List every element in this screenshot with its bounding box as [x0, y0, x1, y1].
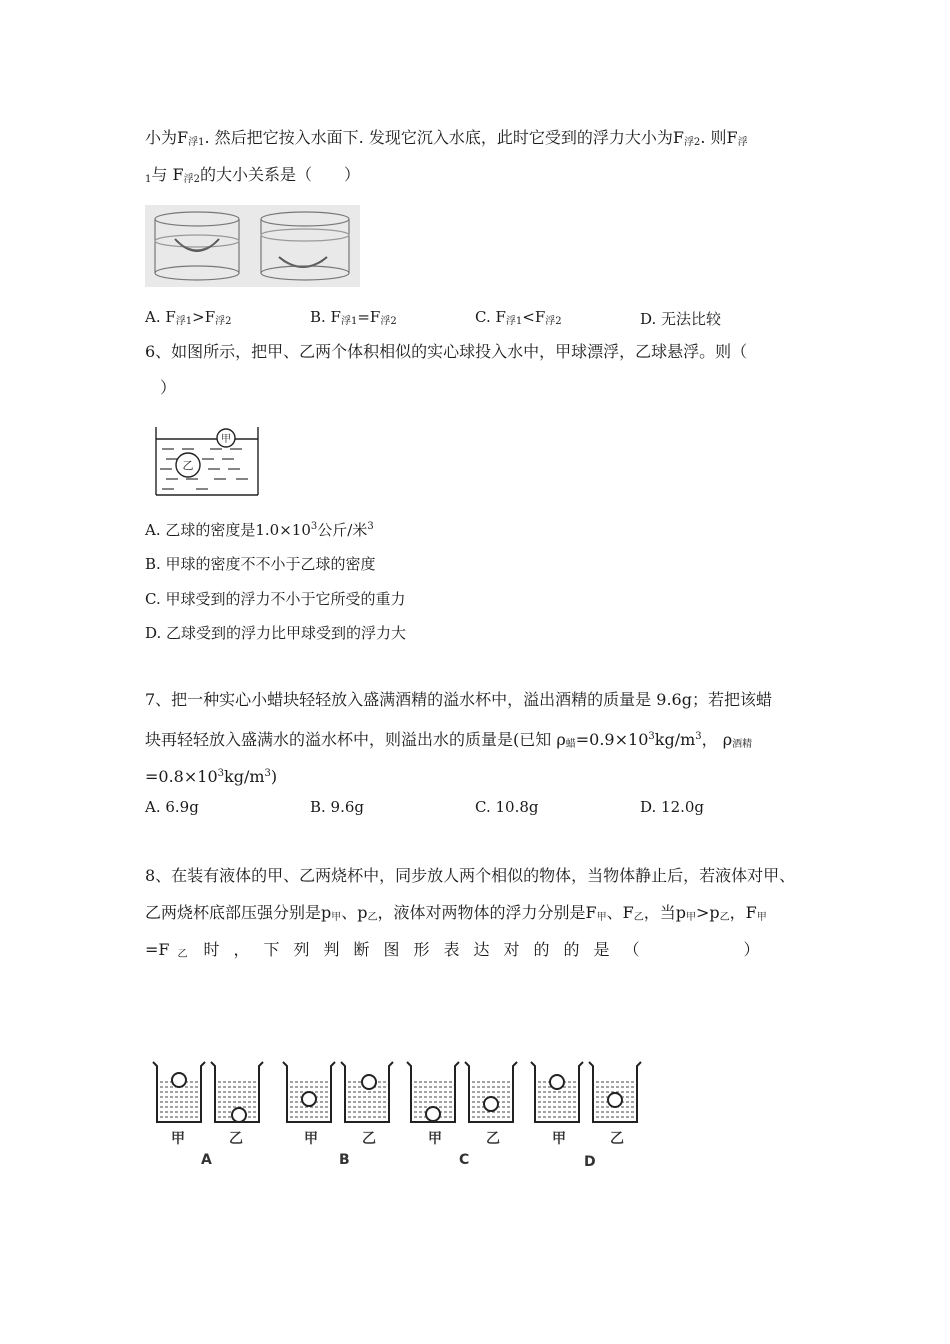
q8-figure — [145, 1058, 645, 1178]
q7-option-b[interactable]: B. 9.6g — [310, 798, 365, 816]
q7-stem-line3: $=0.8\times 10^3kg/m^3$) — [145, 767, 278, 786]
beaker-c-jia — [407, 1062, 459, 1122]
svg-text:乙: 乙 — [182, 459, 194, 472]
q5-stem-line1: 小为$F_{浮1}$. 然后把它按入水面下. 发现它沉入水底，此时它受到的浮力大小为$F_{浮2}$. 则$F_浮$ — [145, 128, 748, 148]
beaker-d-jia — [531, 1062, 583, 1122]
q6-stem-line1: 6、如图所示，把甲、乙两个体积相似的实心球投入水中，甲球漂浮，乙球悬浮。则（ — [145, 342, 748, 361]
beaker-label: 乙 — [610, 1131, 624, 1147]
q5-stem-line2: $_1$与 $F_{浮2}$的大小关系是（ ） — [145, 165, 360, 185]
beaker-label: 乙 — [362, 1131, 376, 1147]
q6-option-d[interactable]: D. 乙球受到的浮力比甲球受到的浮力大 — [145, 624, 407, 642]
q7-option-d[interactable]: D. 12.0g — [640, 798, 705, 816]
q6-stem-line2: ） — [160, 378, 177, 397]
beaker-c-yi — [465, 1062, 517, 1122]
q6-option-c[interactable]: C. 甲球受到的浮力不小于它所受的重力 — [145, 590, 406, 608]
beaker-b-yi — [341, 1062, 393, 1122]
group-label-c: C — [459, 1152, 470, 1168]
q7-option-c[interactable]: C. 10.8g — [475, 798, 539, 816]
q8-stem-line2: 乙两烧杯底部压强分别是$p_甲$、$p_乙$，液体对两物体的浮力分别是$F_甲$、$F_乙$，当$p_甲>p_乙$，$F_甲$ — [145, 903, 767, 923]
beaker-label: 甲 — [552, 1131, 566, 1147]
beaker-a-jia — [153, 1062, 205, 1122]
group-label-b: B — [339, 1152, 350, 1168]
group-label-a: A — [201, 1152, 212, 1168]
beaker-label: 甲 — [428, 1131, 442, 1147]
q6-figure — [152, 425, 262, 497]
beaker-b-jia — [283, 1062, 335, 1122]
q6-option-a[interactable]: A. 乙球的密度是$1.0\times 10^3$公斤/米$^3$ — [145, 521, 374, 539]
q6-option-b[interactable]: B. 甲球的密度不不小于乙球的密度 — [145, 555, 376, 573]
q5-option-a[interactable]: A. $F_{浮1}>F_{浮2}$ — [145, 308, 232, 327]
water-dashes — [160, 449, 248, 489]
q7-stem-line1: 7、把一种实心小蜡块轻轻放入盛满酒精的溢水杯中，溢出酒精的质量是 9.6g；若把该蜡 — [145, 690, 772, 709]
beaker-label: 甲 — [304, 1131, 318, 1147]
beaker-label: 乙 — [229, 1131, 243, 1147]
svg-text:甲: 甲 — [221, 434, 231, 445]
q5-figure — [145, 205, 360, 287]
q5-option-d[interactable]: D. 无法比较 — [640, 310, 722, 328]
beaker-label: 甲 — [171, 1131, 185, 1147]
q5-option-c[interactable]: C. $F_{浮1}<F_{浮2}$ — [475, 308, 562, 327]
q7-option-a[interactable]: A. 6.9g — [145, 798, 199, 816]
group-label-d: D — [584, 1154, 596, 1170]
ball-yi — [176, 453, 200, 477]
ball-jia — [217, 429, 235, 447]
beaker-a-yi — [211, 1062, 263, 1122]
q8-stem-line3: =F $_乙$ 时，下列判断图形表达对的的是（ ） — [145, 940, 774, 960]
beaker-d-yi — [589, 1062, 641, 1122]
beaker-label: 乙 — [486, 1131, 500, 1147]
q7-stem-line2: 块再轻轻放入盛满水的溢水杯中，则溢出水的质量是(已知 $\rho_蜡=0.9\times 10^3kg/m^3$， $\rho_{酒精}$ — [145, 730, 753, 750]
q8-stem-line1: 8、在装有液体的甲、乙两烧杯中，同步放人两个相似的物体，当物体静止后，若液体对甲、 — [145, 866, 796, 885]
q5-option-b[interactable]: B. $F_{浮1}=F_{浮2}$ — [310, 308, 397, 327]
